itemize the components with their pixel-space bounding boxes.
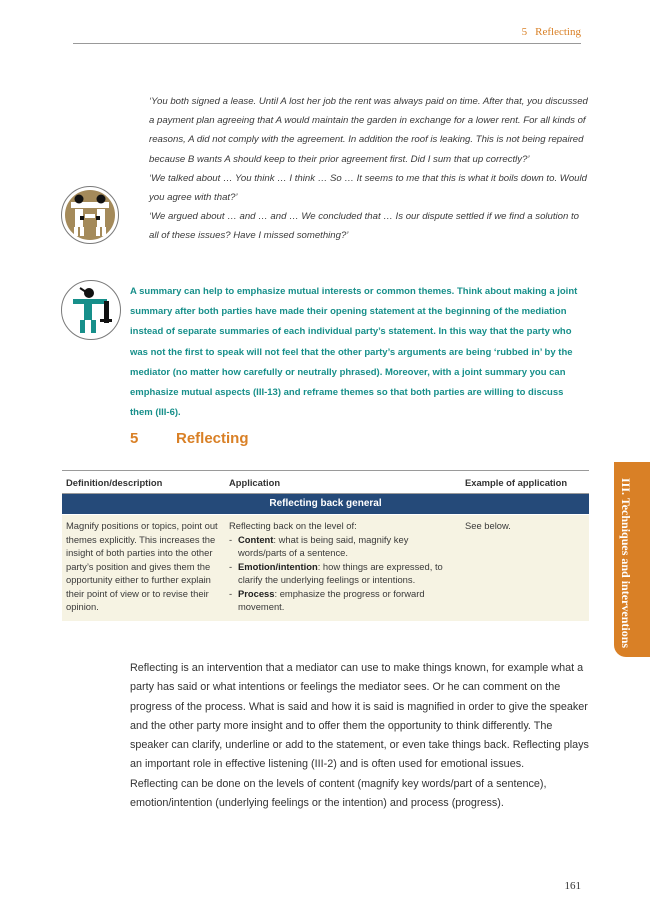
application-term: Emotion/intention bbox=[238, 560, 318, 572]
running-header-number: 5 bbox=[521, 26, 528, 38]
tip-text: A summary can help to emphasize mutual interests or common themes. Think about making a joint summary after both parties have made their opening statement at the beginning of the mediation instead of separate summaries of each individual party’s statement. In this way that the party who was not the first to speak will not feel that the other party’s arguments are being ‘rubbed in’ by the mediator (no matter how carefully or neutrally phrased). Moreover, with a joint summary you can emphasize mutual aspects (III-13) and reframe themes so that both parties are willing to discuss them (III-6). bbox=[130, 286, 578, 419]
person-tip-icon bbox=[60, 279, 122, 341]
application-text: : what is being said, magnify key words/parts of a sentence. bbox=[238, 533, 409, 558]
table-header-definition: Definition/description bbox=[62, 471, 225, 494]
table-row bbox=[62, 515, 589, 621]
table-header-application: Application bbox=[225, 471, 461, 494]
body-paragraph: Reflecting can be done on the levels of content (magnify key words/part of a sentence), emotion/intention (underlying feelings or the intention) and process (progress). bbox=[130, 777, 547, 810]
list-item bbox=[229, 587, 457, 614]
application-list bbox=[229, 533, 457, 614]
table-cell-example: See below. bbox=[461, 515, 589, 621]
body-text bbox=[130, 659, 590, 813]
page-number: 161 bbox=[564, 880, 581, 892]
reflecting-table bbox=[62, 470, 589, 621]
table-cell-definition: Magnify positions or topics, point out themes explicitly. This increases the insight of both parties into the other party’s position and gives them the opportunity either to further explain their point of view or to revise their opinion. bbox=[62, 515, 225, 621]
body-paragraph: Reflecting is an intervention that a mediator can use to make things known, for example what a party has said or what intentions or feelings the mediator sees. Or he can comment on the progress of the process. What is said and how it is said is magnified in order to give the speaker and the other party more insight and to offer them the opportunity to think differently. The speaker can clarify, underline or add to the statement, or even take things back. Reflecting plays an important role in effective listening (III-2) and is often used for emotional issues. bbox=[130, 662, 589, 771]
tip-block bbox=[130, 282, 580, 423]
table-header-row bbox=[62, 471, 589, 494]
example-quotes bbox=[149, 92, 589, 246]
two-people-talking-icon bbox=[60, 185, 120, 245]
application-intro: Reflecting back on the level of: bbox=[229, 520, 357, 531]
quote-dispute: ‘We argued about … and … and … We concluded that … Is our dispute settled if we find a solution to all of these issues? Have I missed something?’ bbox=[149, 211, 580, 242]
application-text: : emphasize the progress or forward movement. bbox=[238, 587, 425, 612]
section-heading bbox=[130, 430, 249, 447]
table-banner-row bbox=[62, 494, 589, 515]
application-term: Content bbox=[238, 533, 274, 545]
running-header-title: Reflecting bbox=[535, 26, 581, 38]
quote-agreement: ‘We talked about … You think … I think … So … It seems to me that this is what it boils down to. Would you agree with that?’ bbox=[149, 172, 587, 204]
section-number: 5 bbox=[130, 430, 139, 447]
header-rule bbox=[73, 43, 581, 44]
chapter-side-tab-label: III. Techniques and interventions bbox=[619, 477, 633, 649]
list-item bbox=[229, 560, 457, 587]
table-cell-application bbox=[225, 515, 461, 621]
table-header-example: Example of application bbox=[461, 471, 589, 494]
quote-summary: ‘You both signed a lease. Until A lost her job the rent was always paid on time. After that, you discussed a payment plan agreeing that A would maintain the garden in exchange for a lower rent. For all kinds of reasons, A did not comply with the agreement. In addition the roof is leaking. This is not being repaired because B wants A should keep to their prior agreement first. Did I sum that up correctly?’ bbox=[149, 96, 588, 165]
list-item bbox=[229, 533, 457, 560]
application-text: : how things are expressed, to clarify the underlying feelings or intentions. bbox=[238, 560, 443, 585]
running-header bbox=[522, 26, 581, 38]
section-title: Reflecting bbox=[176, 430, 249, 447]
table-banner: Reflecting back general bbox=[62, 494, 589, 515]
application-term: Process bbox=[238, 587, 275, 599]
